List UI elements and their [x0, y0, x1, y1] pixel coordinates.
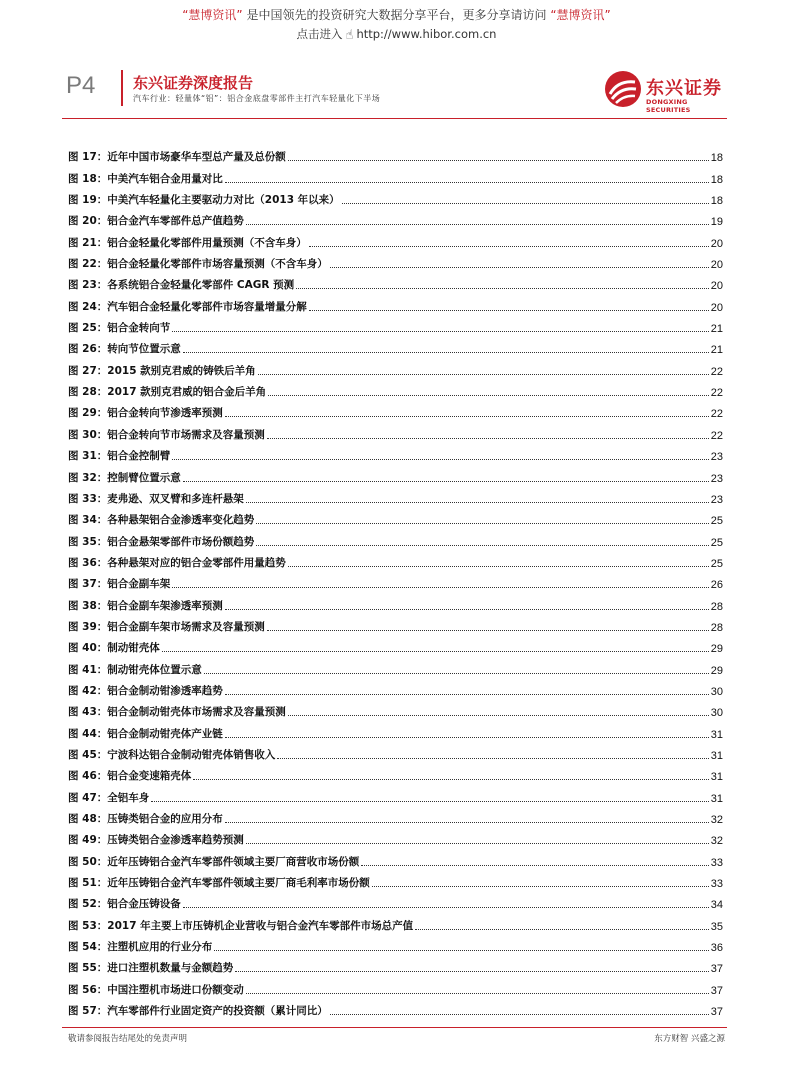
toc-figure-title: 注塑机应用的行业分布 — [107, 941, 213, 954]
toc-entry[interactable] — [68, 463, 723, 484]
toc-figure-number: 图 30： — [68, 428, 108, 441]
toc-entry[interactable] — [68, 420, 723, 441]
toc-leader — [235, 970, 708, 972]
toc-page-number: 20 — [710, 259, 723, 272]
toc-leader — [277, 757, 708, 759]
toc-leader — [225, 608, 709, 610]
dongxing-logo — [604, 70, 734, 114]
toc-entry[interactable] — [68, 975, 723, 996]
toc-figure-number: 图 36： — [68, 556, 108, 569]
toc-entry[interactable] — [68, 271, 723, 292]
toc-entry[interactable] — [68, 250, 723, 271]
banner-brand-2[interactable]: “慧博资讯” — [550, 8, 611, 22]
toc-entry[interactable] — [68, 677, 723, 698]
toc-entry[interactable] — [68, 335, 723, 356]
toc-page-number: 34 — [710, 899, 723, 912]
toc-entry[interactable] — [68, 890, 723, 911]
enter-label[interactable]: 点击进入 — [296, 27, 343, 41]
toc-figure-title: 铝合金轻量化零部件市场容量预测（不含车身） — [107, 258, 328, 271]
toc-figure-title: 中美汽车铝合金用量对比 — [107, 172, 223, 185]
toc-page-number: 22 — [710, 408, 723, 421]
toc-figure-title: 近年压铸铝合金汽车零部件领域主要厂商毛利率市场份额 — [107, 877, 370, 890]
toc-figure-title: 铝合金轻量化零部件用量预测（不含车身） — [107, 236, 307, 249]
logo-text-cn: 东兴证券 — [646, 78, 722, 99]
report-title: 东兴证券深度报告 — [133, 74, 254, 92]
toc-figure-number: 图 35： — [68, 535, 108, 548]
toc-page-number: 36 — [710, 942, 723, 955]
toc-figure-title: 铝合金副车架 — [107, 578, 171, 591]
toc-leader — [342, 202, 709, 204]
toc-entry[interactable] — [68, 570, 723, 591]
toc-entry[interactable] — [68, 549, 723, 570]
toc-leader — [296, 287, 709, 289]
toc-figure-title: 铝合金变速箱壳体 — [107, 770, 192, 783]
toc-leader — [214, 949, 708, 951]
toc-figure-title: 铝合金转向节市场需求及容量预测 — [107, 428, 265, 441]
toc-entry[interactable] — [68, 207, 723, 228]
logo-text-en: DONGXING SECURITIES — [646, 98, 691, 114]
toc-page-number: 22 — [710, 387, 723, 400]
toc-figure-title: 中国注塑机市场进口份额变动 — [107, 983, 244, 996]
toc-entry[interactable] — [68, 164, 723, 185]
footer-slogan: 东方财智 兴盛之源 — [654, 1034, 725, 1044]
toc-leader — [361, 864, 708, 866]
figure-list — [68, 143, 723, 1018]
toc-figure-number: 图 52： — [68, 898, 108, 911]
toc-leader — [246, 223, 709, 225]
page-number: P4 — [66, 72, 96, 99]
toc-page-number: 18 — [710, 173, 723, 186]
toc-figure-number: 图 54： — [68, 941, 108, 954]
toc-figure-title: 宁波科达铝合金制动钳壳体销售收入 — [107, 748, 276, 761]
toc-entry[interactable] — [68, 698, 723, 719]
toc-figure-title: 铝合金副车架市场需求及容量预测 — [107, 620, 265, 633]
toc-page-number: 31 — [710, 771, 723, 784]
toc-page-number: 30 — [710, 707, 723, 720]
toc-figure-title: 铝合金转向节 — [107, 322, 171, 335]
toc-leader — [225, 693, 709, 695]
toc-leader — [288, 565, 709, 567]
toc-leader — [267, 629, 709, 631]
toc-figure-number: 图 48： — [68, 813, 108, 825]
toc-page-number: 23 — [710, 451, 723, 464]
toc-leader — [183, 351, 709, 353]
toc-figure-number: 图 37： — [68, 578, 108, 591]
toc-figure-title: 铝合金汽车零部件总产值趋势 — [107, 215, 244, 228]
toc-figure-number: 图 44： — [68, 727, 108, 740]
toc-figure-number: 图 29： — [68, 407, 108, 420]
toc-entry[interactable] — [68, 399, 723, 420]
toc-figure-title: 各系统铝合金轻量化零部件 CAGR 预测 — [107, 279, 295, 292]
toc-entry[interactable] — [68, 634, 723, 655]
toc-page-number: 20 — [710, 280, 723, 293]
toc-page-number: 28 — [710, 621, 723, 634]
toc-entry[interactable] — [68, 869, 723, 890]
toc-figure-title: 近年中国市场豪华车型总产量及总份额 — [107, 151, 286, 164]
toc-leader — [162, 650, 709, 652]
toc-page-number: 18 — [710, 152, 723, 165]
toc-figure-number: 图 26： — [68, 343, 108, 356]
toc-page-number: 21 — [710, 323, 723, 336]
toc-entry[interactable] — [68, 314, 723, 335]
toc-entry[interactable] — [68, 527, 723, 548]
toc-figure-title: 近年压铸铝合金汽车零部件领域主要厂商营收市场份额 — [107, 855, 360, 868]
toc-page-number: 31 — [710, 728, 723, 741]
disclaimer-note: 敬请参阅报告结尾处的免责声明 — [68, 1034, 188, 1044]
toc-figure-number: 图 56： — [68, 983, 108, 996]
toc-figure-title: 铝合金制动钳壳体市场需求及容量预测 — [107, 706, 286, 719]
footer-rule — [62, 1027, 727, 1028]
toc-entry[interactable] — [68, 506, 723, 527]
toc-leader — [151, 800, 708, 802]
toc-figure-title: 中美汽车轻量化主要驱动力对比（2013 年以来） — [107, 194, 340, 207]
toc-leader — [204, 672, 709, 674]
toc-entry[interactable] — [68, 954, 723, 975]
toc-leader — [172, 586, 708, 588]
toc-entry[interactable] — [68, 997, 723, 1018]
header-divider — [121, 70, 123, 106]
toc-leader — [193, 778, 708, 780]
toc-figure-number: 图 23： — [68, 279, 108, 292]
toc-entry[interactable] — [68, 356, 723, 377]
toc-leader — [225, 415, 709, 417]
toc-figure-number: 图 43： — [68, 706, 108, 719]
toc-figure-title: 铝合金制动钳渗透率趋势 — [107, 684, 223, 697]
toc-entry[interactable] — [68, 613, 723, 634]
toc-figure-number: 图 17： — [68, 151, 108, 164]
toc-entry[interactable] — [68, 143, 723, 164]
toc-page-number: 25 — [710, 536, 723, 549]
toc-page-number: 23 — [710, 493, 723, 506]
toc-figure-number: 图 51： — [68, 877, 108, 890]
toc-figure-number: 图 47： — [68, 791, 108, 804]
toc-leader — [225, 821, 709, 823]
toc-leader — [225, 736, 709, 738]
toc-page-number: 18 — [710, 195, 723, 208]
toc-page-number: 37 — [710, 1006, 723, 1019]
toc-page-number: 28 — [710, 600, 723, 613]
toc-leader — [309, 245, 709, 247]
toc-entry[interactable] — [68, 805, 723, 826]
toc-figure-number: 图 42： — [68, 684, 108, 697]
toc-leader — [288, 714, 709, 716]
toc-figure-number: 图 33： — [68, 492, 108, 505]
toc-page-number: 30 — [710, 685, 723, 698]
toc-entry[interactable] — [68, 719, 723, 740]
toc-figure-number: 图 55： — [68, 962, 108, 975]
toc-figure-title: 汽车铝合金轻量化零部件市场容量增量分解 — [107, 300, 307, 313]
banner-url-link[interactable]: http://www.hibor.com.cn — [356, 27, 497, 41]
toc-figure-title: 铝合金制动钳壳体产业链 — [107, 727, 223, 740]
toc-leader — [268, 394, 709, 396]
toc-page-number: 37 — [710, 963, 723, 976]
toc-figure-title: 铝合金控制臂 — [107, 450, 171, 463]
banner-link-line — [0, 26, 793, 43]
toc-entry[interactable] — [68, 228, 723, 249]
toc-figure-title: 铝合金压铸设备 — [107, 898, 181, 911]
toc-figure-title: 进口注塑机数量与金额趋势 — [107, 962, 234, 975]
banner-text: 是中国领先的投资研究大数据分享平台，更多分享请访问 — [246, 8, 547, 22]
toc-entry[interactable] — [68, 485, 723, 506]
toc-leader — [415, 928, 709, 930]
toc-figure-number: 图 31： — [68, 450, 108, 463]
toc-page-number: 37 — [710, 984, 723, 997]
toc-entry[interactable] — [68, 378, 723, 399]
toc-leader — [172, 458, 708, 460]
toc-entry[interactable] — [68, 591, 723, 612]
toc-leader — [288, 159, 709, 161]
report-subtitle: 汽车行业：轻量体“铝”：铝合金底盘零部件主打汽车轻量化下半场 — [133, 94, 381, 103]
toc-figure-title: 转向节位置示意 — [107, 343, 181, 356]
toc-figure-number: 图 53： — [68, 919, 108, 932]
toc-figure-title: 2015 款别克君威的铸铁后羊角 — [107, 364, 256, 377]
toc-figure-number: 图 28： — [68, 386, 108, 399]
toc-figure-title: 制动钳壳体 — [107, 642, 160, 655]
toc-figure-title: 铝合金副车架渗透率预测 — [107, 599, 223, 612]
toc-entry[interactable] — [68, 292, 723, 313]
toc-leader — [183, 480, 709, 482]
toc-figure-number: 图 25： — [68, 322, 108, 335]
header-rule — [62, 118, 727, 119]
toc-entry[interactable] — [68, 911, 723, 932]
toc-page-number: 33 — [710, 878, 723, 891]
toc-leader — [246, 992, 709, 994]
toc-figure-title: 全铝车身 — [107, 791, 150, 804]
toc-figure-title: 汽车零部件行业固定资产的投资额（累计同比） — [107, 1005, 328, 1018]
toc-figure-number: 图 34： — [68, 514, 108, 527]
toc-figure-number: 图 49： — [68, 834, 108, 847]
toc-page-number: 26 — [710, 579, 723, 592]
toc-entry[interactable] — [68, 933, 723, 954]
toc-figure-title: 铝合金转向节渗透率预测 — [107, 407, 223, 420]
toc-leader — [330, 1013, 709, 1015]
toc-figure-number: 图 45： — [68, 748, 108, 761]
toc-entry[interactable] — [68, 762, 723, 783]
toc-figure-number: 图 57： — [68, 1005, 108, 1018]
toc-page-number: 31 — [710, 792, 723, 805]
toc-figure-title: 麦弗逊、双叉臂和多连杆悬架 — [107, 492, 244, 505]
toc-leader — [258, 373, 709, 375]
toc-page-number: 21 — [710, 344, 723, 357]
toc-figure-number: 图 40： — [68, 642, 108, 655]
pointer-hand-icon: ☝ — [345, 28, 354, 43]
toc-leader — [309, 309, 709, 311]
toc-page-number: 20 — [710, 301, 723, 314]
toc-figure-number: 图 27： — [68, 364, 108, 377]
toc-figure-number: 图 50： — [68, 855, 108, 868]
toc-figure-number: 图 22： — [68, 258, 108, 271]
toc-figure-title: 各种悬架对应的铝合金零部件用量趋势 — [107, 556, 286, 569]
toc-leader — [183, 906, 709, 908]
toc-page-number: 20 — [710, 237, 723, 250]
toc-figure-number: 图 38： — [68, 599, 108, 612]
toc-figure-title: 2017 款别克君威的铝合金后羊角 — [107, 386, 267, 399]
toc-figure-number: 图 41： — [68, 663, 108, 676]
toc-entry[interactable] — [68, 186, 723, 207]
toc-figure-title: 铝合金悬架零部件市场份额趋势 — [107, 535, 255, 548]
toc-figure-number: 图 20： — [68, 215, 108, 228]
toc-figure-number: 图 24： — [68, 300, 108, 313]
toc-page-number: 33 — [710, 856, 723, 869]
toc-leader — [267, 437, 709, 439]
toc-figure-number: 图 18： — [68, 172, 108, 185]
toc-page-number: 22 — [710, 365, 723, 378]
toc-figure-number: 图 46： — [68, 770, 108, 783]
toc-figure-title: 2017 年主要上市压铸机企业营收与铝合金汽车零部件市场总产值 — [107, 919, 414, 932]
banner-brand[interactable]: “慧博资讯” — [182, 8, 243, 22]
banner-line — [0, 6, 793, 23]
toc-leader — [172, 330, 708, 332]
dongxing-logo-icon — [604, 70, 642, 108]
toc-leader — [246, 842, 709, 844]
toc-entry[interactable] — [68, 741, 723, 762]
toc-page-number: 25 — [710, 557, 723, 570]
toc-page-number: 29 — [710, 643, 723, 656]
toc-entry[interactable] — [68, 783, 723, 804]
toc-leader — [246, 501, 709, 503]
toc-leader — [256, 544, 708, 546]
toc-entry[interactable] — [68, 847, 723, 868]
toc-figure-title: 压铸类铝合金渗透率趋势预测 — [107, 834, 244, 847]
toc-page-number: 22 — [710, 429, 723, 442]
toc-figure-title: 制动钳壳体位置示意 — [107, 663, 202, 676]
toc-page-number: 25 — [710, 515, 723, 528]
toc-leader — [256, 522, 708, 524]
toc-leader — [330, 266, 709, 268]
toc-entry[interactable] — [68, 442, 723, 463]
toc-page-number: 32 — [710, 835, 723, 848]
toc-figure-number: 图 21： — [68, 236, 108, 249]
toc-figure-number: 图 39： — [68, 620, 108, 633]
toc-figure-title: 控制臂位置示意 — [107, 471, 181, 484]
toc-page-number: 32 — [710, 814, 723, 826]
toc-leader — [372, 885, 709, 887]
toc-page-number: 35 — [710, 920, 723, 933]
toc-page-number: 23 — [710, 472, 723, 485]
toc-entry[interactable] — [68, 655, 723, 676]
toc-leader — [225, 181, 709, 183]
toc-entry[interactable] — [68, 826, 723, 847]
toc-page-number: 29 — [710, 664, 723, 677]
toc-figure-number: 图 32： — [68, 471, 108, 484]
toc-figure-title: 压铸类铝合金的应用分布 — [107, 813, 223, 825]
toc-figure-number: 图 19： — [68, 194, 108, 207]
toc-figure-title: 各种悬架铝合金渗透率变化趋势 — [107, 514, 255, 527]
toc-page-number: 31 — [710, 749, 723, 762]
toc-page-number: 19 — [710, 216, 723, 229]
